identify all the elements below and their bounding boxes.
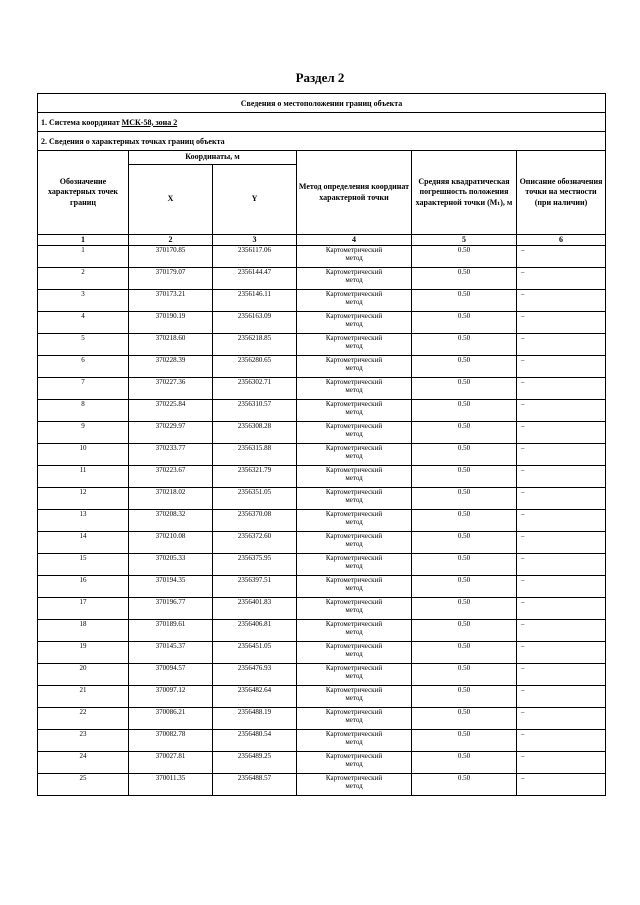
table-row bbox=[38, 598, 606, 620]
method-cell bbox=[297, 246, 412, 268]
point-number-cell: 13 bbox=[38, 510, 129, 532]
description-cell: – bbox=[517, 378, 606, 400]
x-coordinate-cell: 370190.19 bbox=[129, 312, 213, 334]
description-cell: – bbox=[517, 774, 606, 796]
method-line-2: метод bbox=[345, 342, 363, 350]
table-row bbox=[38, 664, 606, 686]
table-row bbox=[38, 466, 606, 488]
point-number-cell: 16 bbox=[38, 576, 129, 598]
coordinate-system-row bbox=[38, 113, 606, 132]
y-coordinate-cell: 2356117.06 bbox=[213, 246, 297, 268]
x-coordinate-cell: 370027.81 bbox=[129, 752, 213, 774]
method-line-2: метод bbox=[345, 408, 363, 416]
column-number: 3 bbox=[213, 235, 297, 246]
y-coordinate-cell: 2356144.47 bbox=[213, 268, 297, 290]
point-number-cell: 22 bbox=[38, 708, 129, 730]
description-cell: – bbox=[517, 510, 606, 532]
table-row bbox=[38, 576, 606, 598]
point-number-cell: 6 bbox=[38, 356, 129, 378]
method-cell bbox=[297, 466, 412, 488]
point-number-cell: 17 bbox=[38, 598, 129, 620]
accuracy-cell: 0.50 bbox=[412, 730, 517, 752]
method-line-1: Картометрический bbox=[325, 510, 383, 518]
method-line-1: Картометрический bbox=[325, 444, 383, 452]
method-cell bbox=[297, 400, 412, 422]
method-cell bbox=[297, 378, 412, 400]
table-row bbox=[38, 290, 606, 312]
x-coordinate-cell: 370194.35 bbox=[129, 576, 213, 598]
y-coordinate-cell: 2356406.81 bbox=[213, 620, 297, 642]
table-row bbox=[38, 774, 606, 796]
description-cell: – bbox=[517, 664, 606, 686]
point-number-cell: 5 bbox=[38, 334, 129, 356]
x-coordinate-cell: 370097.12 bbox=[129, 686, 213, 708]
method-cell bbox=[297, 444, 412, 466]
method-line-1: Картометрический bbox=[325, 774, 383, 782]
table-row bbox=[38, 422, 606, 444]
method-line-1: Картометрический bbox=[325, 488, 383, 496]
table-row bbox=[38, 642, 606, 664]
method-cell bbox=[297, 620, 412, 642]
table-row bbox=[38, 400, 606, 422]
y-coordinate-cell: 2356451.05 bbox=[213, 642, 297, 664]
method-line-1: Картометрический bbox=[325, 642, 383, 650]
method-line-2: метод bbox=[345, 562, 363, 570]
description-cell: – bbox=[517, 466, 606, 488]
table-heading: Сведения о местоположении границ объекта bbox=[38, 94, 606, 113]
method-line-2: метод bbox=[345, 672, 363, 680]
description-cell: – bbox=[517, 246, 606, 268]
method-line-2: метод bbox=[345, 276, 363, 284]
y-coordinate-cell: 2356146.11 bbox=[213, 290, 297, 312]
x-coordinate-cell: 370228.39 bbox=[129, 356, 213, 378]
method-line-1: Картометрический bbox=[325, 620, 383, 628]
x-coordinate-cell: 370210.08 bbox=[129, 532, 213, 554]
table-row bbox=[38, 730, 606, 752]
point-number-cell: 9 bbox=[38, 422, 129, 444]
y-coordinate-cell: 2356321.79 bbox=[213, 466, 297, 488]
boundary-points-table bbox=[37, 93, 606, 796]
point-number-cell: 2 bbox=[38, 268, 129, 290]
y-coordinate-cell: 2356370.08 bbox=[213, 510, 297, 532]
x-coordinate-cell: 370170.85 bbox=[129, 246, 213, 268]
x-coordinate-cell: 370145.37 bbox=[129, 642, 213, 664]
y-coordinate-cell: 2356489.25 bbox=[213, 752, 297, 774]
y-coordinate-cell: 2356310.57 bbox=[213, 400, 297, 422]
description-cell: – bbox=[517, 554, 606, 576]
method-line-2: метод bbox=[345, 716, 363, 724]
accuracy-cell: 0.50 bbox=[412, 400, 517, 422]
table-row bbox=[38, 378, 606, 400]
y-coordinate-cell: 2356280.65 bbox=[213, 356, 297, 378]
method-line-2: метод bbox=[345, 782, 363, 790]
table-row bbox=[38, 356, 606, 378]
x-coordinate-cell: 370225.84 bbox=[129, 400, 213, 422]
method-cell bbox=[297, 774, 412, 796]
x-coordinate-cell: 370094.57 bbox=[129, 664, 213, 686]
table-row bbox=[38, 620, 606, 642]
method-cell bbox=[297, 510, 412, 532]
point-number-cell: 20 bbox=[38, 664, 129, 686]
header-description: Описание обозначения точки на местности (при наличии) bbox=[517, 151, 606, 235]
y-coordinate-cell: 2356302.71 bbox=[213, 378, 297, 400]
accuracy-cell: 0.50 bbox=[412, 774, 517, 796]
y-coordinate-cell: 2356401.83 bbox=[213, 598, 297, 620]
point-number-cell: 1 bbox=[38, 246, 129, 268]
description-cell: – bbox=[517, 422, 606, 444]
accuracy-cell: 0.50 bbox=[412, 752, 517, 774]
x-coordinate-cell: 370208.32 bbox=[129, 510, 213, 532]
accuracy-cell: 0.50 bbox=[412, 312, 517, 334]
method-line-1: Картометрический bbox=[325, 268, 383, 276]
description-cell: – bbox=[517, 730, 606, 752]
accuracy-cell: 0.50 bbox=[412, 356, 517, 378]
accuracy-cell: 0.50 bbox=[412, 686, 517, 708]
description-cell: – bbox=[517, 290, 606, 312]
point-number-cell: 14 bbox=[38, 532, 129, 554]
method-cell bbox=[297, 422, 412, 444]
method-line-1: Картометрический bbox=[325, 378, 383, 386]
table-row bbox=[38, 334, 606, 356]
method-line-1: Картометрический bbox=[325, 400, 383, 408]
point-number-cell: 24 bbox=[38, 752, 129, 774]
column-number: 2 bbox=[129, 235, 213, 246]
accuracy-cell: 0.50 bbox=[412, 532, 517, 554]
method-line-1: Картометрический bbox=[325, 466, 383, 474]
method-line-1: Картометрический bbox=[325, 708, 383, 716]
method-cell bbox=[297, 642, 412, 664]
y-coordinate-cell: 2356163.09 bbox=[213, 312, 297, 334]
method-cell bbox=[297, 576, 412, 598]
section-title: Раздел 2 bbox=[295, 70, 345, 85]
point-number-cell: 11 bbox=[38, 466, 129, 488]
accuracy-cell: 0.50 bbox=[412, 598, 517, 620]
column-number: 4 bbox=[297, 235, 412, 246]
y-coordinate-cell: 2356488.57 bbox=[213, 774, 297, 796]
y-coordinate-cell: 2356351.05 bbox=[213, 488, 297, 510]
x-coordinate-cell: 370205.33 bbox=[129, 554, 213, 576]
point-number-cell: 25 bbox=[38, 774, 129, 796]
method-cell bbox=[297, 532, 412, 554]
description-cell: – bbox=[517, 488, 606, 510]
header-accuracy: Средняя квадратическая погрешность положения характерной точки (Mₜ), м bbox=[412, 151, 517, 235]
table-row bbox=[38, 444, 606, 466]
x-coordinate-cell: 370223.67 bbox=[129, 466, 213, 488]
method-line-2: метод bbox=[345, 694, 363, 702]
method-line-1: Картометрический bbox=[325, 686, 383, 694]
table-row bbox=[38, 686, 606, 708]
column-numbers-row bbox=[38, 235, 606, 246]
method-cell bbox=[297, 268, 412, 290]
coordinate-system-value: МСК-58, зона 2 bbox=[121, 117, 178, 127]
x-coordinate-cell: 370082.78 bbox=[129, 730, 213, 752]
description-cell: – bbox=[517, 356, 606, 378]
description-cell: – bbox=[517, 686, 606, 708]
method-line-1: Картометрический bbox=[325, 246, 383, 254]
method-line-2: метод bbox=[345, 518, 363, 526]
point-number-cell: 10 bbox=[38, 444, 129, 466]
table-row bbox=[38, 532, 606, 554]
point-number-cell: 18 bbox=[38, 620, 129, 642]
method-line-2: метод bbox=[345, 254, 363, 262]
accuracy-cell: 0.50 bbox=[412, 246, 517, 268]
accuracy-cell: 0.50 bbox=[412, 510, 517, 532]
method-cell bbox=[297, 752, 412, 774]
method-line-2: метод bbox=[345, 760, 363, 768]
x-coordinate-cell: 370189.61 bbox=[129, 620, 213, 642]
point-number-cell: 3 bbox=[38, 290, 129, 312]
description-cell: – bbox=[517, 598, 606, 620]
y-coordinate-cell: 2356397.51 bbox=[213, 576, 297, 598]
description-cell: – bbox=[517, 532, 606, 554]
accuracy-cell: 0.50 bbox=[412, 554, 517, 576]
description-cell: – bbox=[517, 334, 606, 356]
y-coordinate-cell: 2356308.28 bbox=[213, 422, 297, 444]
y-coordinate-cell: 2356372.60 bbox=[213, 532, 297, 554]
table-row bbox=[38, 246, 606, 268]
y-coordinate-cell: 2356488.19 bbox=[213, 708, 297, 730]
accuracy-cell: 0.50 bbox=[412, 378, 517, 400]
accuracy-cell: 0.50 bbox=[412, 488, 517, 510]
method-line-2: метод bbox=[345, 540, 363, 548]
method-line-1: Картометрический bbox=[325, 752, 383, 760]
accuracy-cell: 0.50 bbox=[412, 708, 517, 730]
method-line-2: метод bbox=[345, 496, 363, 504]
method-line-2: метод bbox=[345, 452, 363, 460]
method-line-2: метод bbox=[345, 628, 363, 636]
method-line-2: метод bbox=[345, 738, 363, 746]
method-cell bbox=[297, 312, 412, 334]
method-line-1: Картометрический bbox=[325, 422, 383, 430]
accuracy-cell: 0.50 bbox=[412, 290, 517, 312]
x-coordinate-cell: 370173.21 bbox=[129, 290, 213, 312]
accuracy-cell: 0.50 bbox=[412, 620, 517, 642]
y-coordinate-cell: 2356482.64 bbox=[213, 686, 297, 708]
method-cell bbox=[297, 664, 412, 686]
description-cell: – bbox=[517, 642, 606, 664]
x-coordinate-cell: 370196.77 bbox=[129, 598, 213, 620]
x-coordinate-cell: 370233.77 bbox=[129, 444, 213, 466]
accuracy-cell: 0.50 bbox=[412, 664, 517, 686]
method-line-2: метод bbox=[345, 474, 363, 482]
header-point-designation: Обозначение характерных точек границ bbox=[38, 151, 129, 235]
method-line-1: Картометрический bbox=[325, 730, 383, 738]
x-coordinate-cell: 370179.07 bbox=[129, 268, 213, 290]
method-line-2: метод bbox=[345, 584, 363, 592]
accuracy-cell: 0.50 bbox=[412, 576, 517, 598]
accuracy-cell: 0.50 bbox=[412, 444, 517, 466]
column-number: 1 bbox=[38, 235, 129, 246]
column-number: 6 bbox=[517, 235, 606, 246]
point-number-cell: 21 bbox=[38, 686, 129, 708]
point-number-cell: 4 bbox=[38, 312, 129, 334]
y-coordinate-cell: 2356375.95 bbox=[213, 554, 297, 576]
method-cell bbox=[297, 290, 412, 312]
y-coordinate-cell: 2356480.54 bbox=[213, 730, 297, 752]
accuracy-cell: 0.50 bbox=[412, 422, 517, 444]
table-row bbox=[38, 708, 606, 730]
header-coordinates: Координаты, м bbox=[129, 151, 297, 165]
x-coordinate-cell: 370218.02 bbox=[129, 488, 213, 510]
accuracy-cell: 0.50 bbox=[412, 334, 517, 356]
x-coordinate-cell: 370086.21 bbox=[129, 708, 213, 730]
table-row bbox=[38, 488, 606, 510]
method-line-2: метод bbox=[345, 606, 363, 614]
method-cell bbox=[297, 686, 412, 708]
method-cell bbox=[297, 708, 412, 730]
point-number-cell: 19 bbox=[38, 642, 129, 664]
method-line-2: метод bbox=[345, 650, 363, 658]
method-line-1: Картометрический bbox=[325, 554, 383, 562]
method-line-1: Картометрический bbox=[325, 290, 383, 298]
method-cell bbox=[297, 554, 412, 576]
description-cell: – bbox=[517, 576, 606, 598]
method-line-1: Картометрический bbox=[325, 356, 383, 364]
method-line-2: метод bbox=[345, 364, 363, 372]
method-line-1: Картометрический bbox=[325, 576, 383, 584]
description-cell: – bbox=[517, 444, 606, 466]
section-2-title: 2. Сведения о характерных точках границ объекта bbox=[38, 132, 606, 151]
method-cell bbox=[297, 356, 412, 378]
x-coordinate-cell: 370218.60 bbox=[129, 334, 213, 356]
y-coordinate-cell: 2356218.85 bbox=[213, 334, 297, 356]
table-row bbox=[38, 554, 606, 576]
description-cell: – bbox=[517, 268, 606, 290]
table-row bbox=[38, 312, 606, 334]
y-coordinate-cell: 2356315.88 bbox=[213, 444, 297, 466]
method-line-1: Картометрический bbox=[325, 532, 383, 540]
method-line-2: метод bbox=[345, 320, 363, 328]
point-number-cell: 23 bbox=[38, 730, 129, 752]
y-coordinate-cell: 2356476.93 bbox=[213, 664, 297, 686]
accuracy-cell: 0.50 bbox=[412, 642, 517, 664]
header-method: Метод определения координат характерной точки bbox=[297, 151, 412, 235]
description-cell: – bbox=[517, 312, 606, 334]
table-row bbox=[38, 268, 606, 290]
header-y: Y bbox=[213, 165, 297, 235]
description-cell: – bbox=[517, 752, 606, 774]
point-number-cell: 8 bbox=[38, 400, 129, 422]
point-number-cell: 7 bbox=[38, 378, 129, 400]
x-coordinate-cell: 370011.35 bbox=[129, 774, 213, 796]
method-line-1: Картометрический bbox=[325, 598, 383, 606]
point-number-cell: 15 bbox=[38, 554, 129, 576]
description-cell: – bbox=[517, 620, 606, 642]
method-line-1: Картометрический bbox=[325, 664, 383, 672]
description-cell: – bbox=[517, 708, 606, 730]
x-coordinate-cell: 370229.97 bbox=[129, 422, 213, 444]
method-cell bbox=[297, 598, 412, 620]
method-cell bbox=[297, 334, 412, 356]
table-row bbox=[38, 510, 606, 532]
table-row bbox=[38, 752, 606, 774]
method-cell bbox=[297, 730, 412, 752]
method-line-2: метод bbox=[345, 386, 363, 394]
description-cell: – bbox=[517, 400, 606, 422]
column-number: 5 bbox=[412, 235, 517, 246]
method-line-2: метод bbox=[345, 430, 363, 438]
point-number-cell: 12 bbox=[38, 488, 129, 510]
x-coordinate-cell: 370227.36 bbox=[129, 378, 213, 400]
header-x: X bbox=[129, 165, 213, 235]
accuracy-cell: 0.50 bbox=[412, 268, 517, 290]
method-line-1: Картометрический bbox=[325, 334, 383, 342]
method-line-1: Картометрический bbox=[325, 312, 383, 320]
method-cell bbox=[297, 488, 412, 510]
method-line-2: метод bbox=[345, 298, 363, 306]
coordinate-system-label: 1. Система координат bbox=[41, 117, 122, 127]
accuracy-cell: 0.50 bbox=[412, 466, 517, 488]
